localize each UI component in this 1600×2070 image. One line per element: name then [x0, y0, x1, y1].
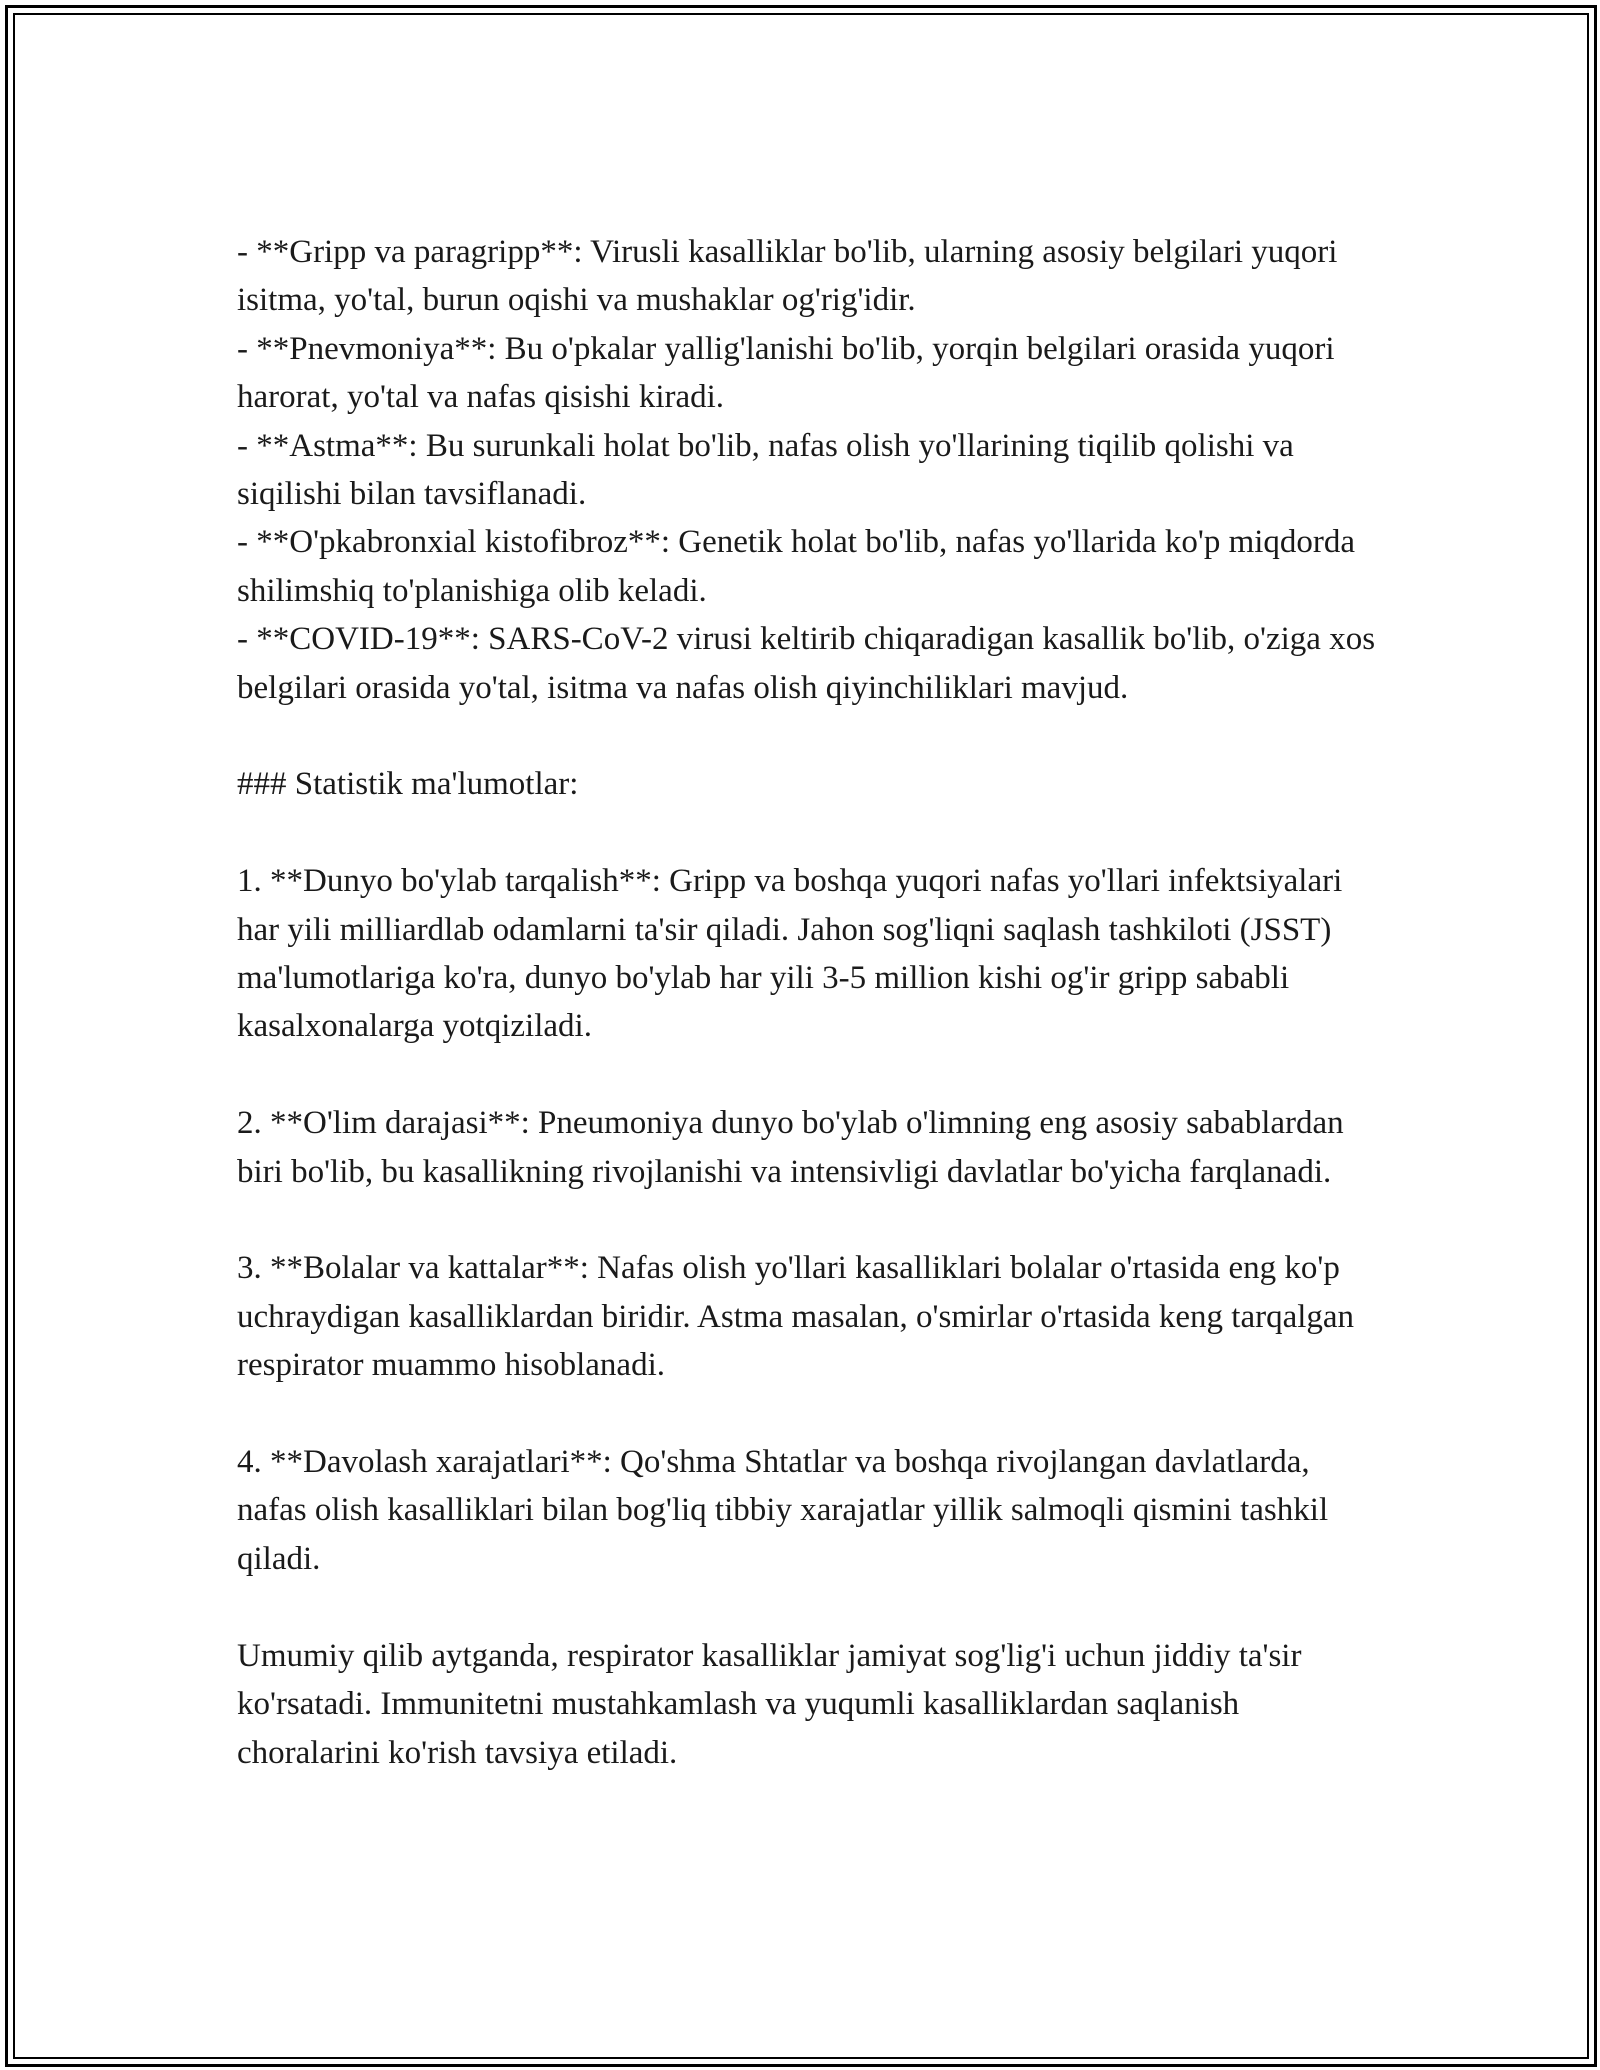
numbered-item-2: 2. **O'lim darajasi**: Pneumoniya dunyo bo'ylab o'limning eng asosiy sabablardan biri bo'lib, bu kasallikning rivojlanishi va intensivligi davlatlar bo'yicha farqlanadi. [237, 1105, 1344, 1190]
section-heading: ### Statistik ma'lumotlar: [237, 766, 579, 803]
conclusion-paragraph: Umumiy qilib aytganda, respirator kasalliklar jamiyat sog'lig'i uchun jiddiy ta'sir ko'rsatadi. Immunitetni mustahkamlash va yuqumli kasalliklardan saqlanish choralarini ko'rish tavsiya etiladi. [237, 1637, 1302, 1771]
spacer [237, 1390, 1387, 1438]
spacer [237, 1051, 1387, 1099]
spacer [237, 1583, 1387, 1631]
bullet-pnevmoniya: - **Pnevmoniya**: Bu o'pkalar yallig'lanishi bo'lib, yorqin belgilari orasida yuqori harorat, yo'tal va nafas qisishi kiradi. [237, 330, 1335, 416]
document-body [237, 228, 1387, 1777]
numbered-item-4: 4. **Davolash xarajatlari**: Qo'shma Shtatlar va boshqa rivojlangan davlatlarda, nafas olish kasalliklari bilan bog'liq tibbiy xarajatlar yillik salmoqli qismini tashkil qiladi. [237, 1444, 1329, 1577]
bullet-astma: - **Astma**: Bu surunkali holat bo'lib, nafas olish yo'llarining tiqilib qolishi va siqilishi bilan tavsiflanadi. [237, 427, 1294, 513]
bullet-gripp: - **Gripp va paragripp**: Virusli kasalliklar bo'lib, ularning asosiy belgilari yuqori isitma, yo'tal, burun oqishi va mushaklar og'rig'idir. [237, 234, 1338, 319]
spacer [237, 1196, 1387, 1244]
bullet-kistofibroz: - **O'pkabronxial kistofibroz**: Genetik holat bo'lib, nafas yo'llarida ko'p miqdorda shilimshiq to'planishiga olib keladi. [237, 524, 1356, 609]
spacer [237, 712, 1387, 760]
numbered-item-1: 1. **Dunyo bo'ylab tarqalish**: Gripp va boshqa yuqori nafas yo'llari infektsiyalari har yili milliardlab odamlarni ta'sir qiladi. Jahon sog'liqni saqlash tashkiloti (JSST) ma'lumotlariga ko'ra, dunyo bo'ylab har yili 3-5 million kishi og'ir gripp sababli kasalxonalarga yotqiziladi. [237, 863, 1343, 1045]
bullet-covid: - **COVID-19**: SARS-CoV-2 virusi keltirib chiqaradigan kasallik bo'lib, o'ziga xos belgilari orasida yo'tal, isitma va nafas olish qiyinchiliklari mavjud. [237, 621, 1376, 706]
spacer [237, 809, 1387, 857]
numbered-item-3: 3. **Bolalar va kattalar**: Nafas olish yo'llari kasalliklari bolalar o'rtasida eng ko'p uchraydigan kasalliklardan biridir. Astma masalan, o'smirlar o'rtasida keng tarqalgan respirator muammo hisoblanadi. [237, 1250, 1355, 1384]
